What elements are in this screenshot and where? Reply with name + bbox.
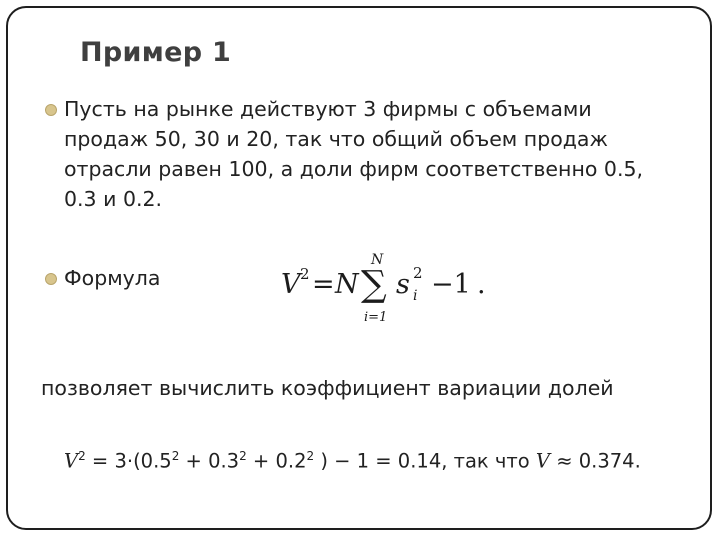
formula-n: N <box>335 269 359 300</box>
variation-formula <box>275 252 490 327</box>
calc-part-1: = 3·(0.5 <box>85 449 172 473</box>
formula-v: V <box>281 269 301 300</box>
share-index: i <box>413 288 418 304</box>
calc-power: 2 <box>239 449 247 463</box>
slide-title: Пример 1 <box>80 37 232 68</box>
formula-power: 2 <box>300 265 310 283</box>
share-power: 2 <box>413 264 423 282</box>
calc-part-2: + 0.3 <box>179 449 240 473</box>
bullet-paragraph-1 <box>64 94 704 214</box>
calc-v-result: V <box>535 449 551 473</box>
sum-lower-limit: i=1 <box>364 310 388 325</box>
sum-symbol: ∑ <box>361 264 387 305</box>
formula-equals: = <box>312 269 335 300</box>
sum-upper-limit: N <box>371 252 384 268</box>
formula-share: s <box>396 269 410 300</box>
calc-power: 2 <box>78 449 86 463</box>
bullet-icon <box>45 104 57 116</box>
formula-period: . <box>477 269 486 300</box>
bullet-1-line-2: продаж 50, 30 и 20, так что общий объем продаж <box>64 127 608 151</box>
formula-minus-one: −1 <box>431 269 471 300</box>
calc-v: V <box>64 449 79 473</box>
calc-part-5: ≈ 0.374. <box>550 449 641 473</box>
calc-part-3: + 0.2 <box>246 449 307 473</box>
calc-power: 2 <box>306 449 315 463</box>
bullet-1-line-1: Пусть на рынке действуют 3 фирмы с объемами <box>64 97 592 121</box>
calculation-line <box>64 449 641 473</box>
bullet-icon <box>45 273 57 285</box>
bullet-1-line-3: отрасли равен 100, а доли фирм соответственно 0.5, <box>64 157 644 181</box>
calc-power: 2 <box>171 449 180 463</box>
explanation-text: позволяет вычислить коэффициент вариации долей <box>41 376 614 400</box>
formula-label: Формула <box>64 266 161 290</box>
calc-part-4: ) − 1 = 0.14, так что <box>314 449 536 473</box>
bullet-1-line-4: 0.3 и 0.2. <box>64 187 163 211</box>
